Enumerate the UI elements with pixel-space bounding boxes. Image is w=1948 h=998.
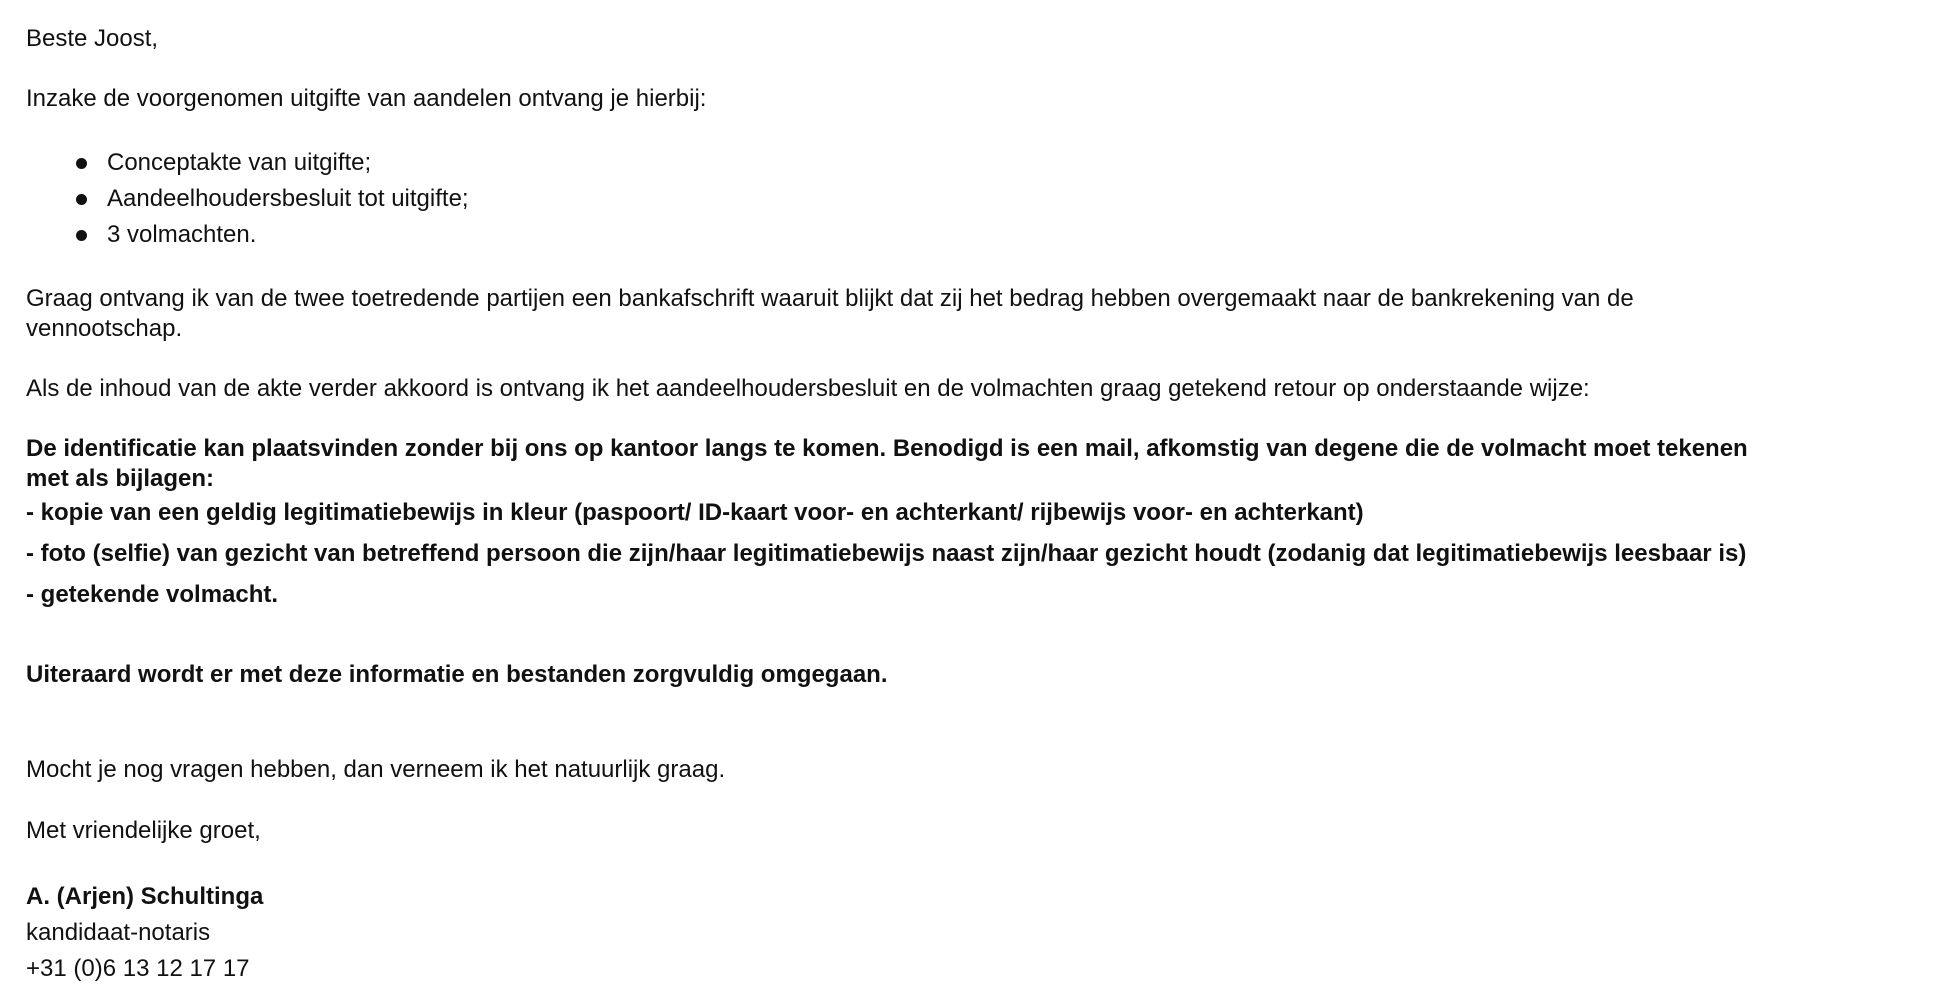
signature-title: kandidaat-notaris <box>26 919 211 946</box>
requirement-item: - kopie van een geldig legitimatiebewijs in kleur (paspoort/ ID-kaart voor- en achterkant/ rijbewijs voor- en achterkant) <box>26 499 1364 526</box>
questions-paragraph: Mocht je nog vragen hebben, dan verneem ik het natuurlijk graag. <box>26 756 726 783</box>
greeting: Beste Joost, <box>26 25 159 52</box>
return-request-paragraph: Als de inhoud van de akte verder akkoord is ontvang ik het aandeelhoudersbesluit en de volmachten graag getekend retour op onderstaande wijze: <box>26 375 1590 402</box>
bullet-icon <box>76 194 87 205</box>
bullet-icon <box>76 158 87 169</box>
requirement-item: - getekende volmacht. <box>26 581 279 608</box>
bullet-icon <box>76 230 87 241</box>
bank-statement-paragraph-cont: vennootschap. <box>26 315 183 342</box>
privacy-note: Uiteraard wordt er met deze informatie en bestanden zorgvuldig omgegaan. <box>26 661 888 688</box>
closing: Met vriendelijke groet, <box>26 817 261 844</box>
identification-paragraph: De identificatie kan plaatsvinden zonder bij ons op kantoor langs te komen. Benodigd is een mail, afkomstig van degene die de volmacht moet tekenen <box>26 435 1748 462</box>
intro-paragraph: Inzake de voorgenomen uitgifte van aandelen ontvang je hierbij: <box>26 85 707 112</box>
signature-phone: +31 (0)6 13 12 17 17 <box>26 955 250 982</box>
identification-paragraph-cont: met als bijlagen: <box>26 465 215 492</box>
signature-name: A. (Arjen) Schultinga <box>26 883 264 910</box>
bank-statement-paragraph: Graag ontvang ik van de twee toetredende partijen een bankafschrift waaruit blijkt dat zij het bedrag hebben overgemaakt naar de bankrekening van de <box>26 285 1634 312</box>
requirement-item: - foto (selfie) van gezicht van betreffend persoon die zijn/haar legitimatiebewijs naast zijn/haar gezicht houdt (zodanig dat legitimatiebewijs leesbaar is) <box>26 540 1747 567</box>
